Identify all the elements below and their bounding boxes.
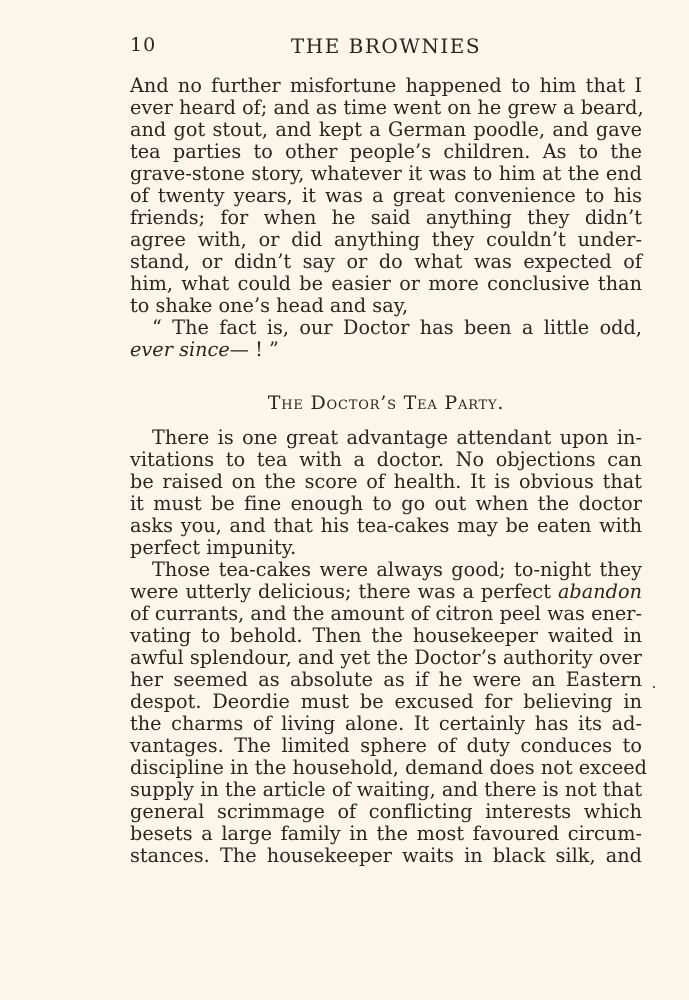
text-line: stand, or didn’t say or do what was expected of (130, 250, 642, 273)
text-line (130, 581, 642, 603)
page-header (130, 34, 642, 64)
text-line: be raised on the score of health. It is obvious that (130, 470, 642, 493)
text-line: Those tea-cakes were always good; to-night they (152, 558, 642, 581)
text-line: awful splendour, and yet the Doctor’s authority over (130, 646, 642, 669)
text-line: stances. The housekeeper waits in black silk, and (130, 844, 642, 867)
text-line: ever heard of; and as time went on he grew a beard, (130, 96, 644, 119)
text-line: besets a large family in the most favoured circum- (130, 822, 642, 845)
text-line: vitations to tea with a doctor. No objections can (130, 448, 642, 471)
text-line: discipline in the household, demand does not exceed (130, 756, 647, 779)
text-line: perfect impunity. (130, 536, 297, 559)
text-segment: were utterly delicious; there was a perfect (130, 580, 558, 603)
text-line: vating to behold. Then the housekeeper waited in (130, 624, 642, 647)
text-line: supply in the article of waiting, and there is not that (130, 778, 643, 801)
text-line: it must be fine enough to go out when the doctor (130, 492, 642, 515)
quote-line: “ The fact is, our Doctor has been a little odd, (152, 316, 642, 339)
text-line: tea parties to other people’s children. As to the (130, 140, 642, 163)
text-line: vantages. The limited sphere of duty conduces to (130, 734, 642, 757)
text-line: grave-stone story, whatever it was to him at the end (130, 162, 642, 185)
text-line: the charms of living alone. It certainly has its ad- (130, 712, 642, 735)
text-line: him, what could be easier or more conclusive than (130, 272, 642, 295)
page-number: 10 (130, 34, 157, 56)
text-line: and got stout, and kept a German poodle, and gave (130, 118, 642, 141)
text-line: of currants, and the amount of citron peel was ener- (130, 602, 643, 625)
text-block-bottom (130, 426, 647, 867)
section-title: The Doctor’s Tea Party. (267, 392, 505, 414)
text-line: despot. Deordie must be excused for believing in (130, 690, 642, 713)
quote-italic: ever since (130, 338, 230, 361)
text-line: friends; for when he said anything they didn’t (130, 206, 642, 229)
quote-tail: — ! ” (229, 338, 279, 361)
text-line: general scrimmage of conflicting interests which (130, 800, 642, 823)
text-line: And no further misfortune happened to him that I (130, 74, 642, 97)
margin-speck (653, 686, 655, 688)
italic-word: abandon (557, 580, 642, 603)
text-line: her seemed as absolute as if he were an Eastern (130, 668, 642, 691)
quote-line-end (130, 339, 642, 361)
text-line: of twenty years, it was a great convenience to his (130, 184, 642, 207)
running-head: THE BROWNIES (290, 34, 482, 58)
text-block-top (130, 75, 642, 361)
text-line: There is one great advantage attendant upon in- (152, 426, 642, 449)
text-line: asks you, and that his tea-cakes may be eaten with (130, 514, 642, 537)
text-line: agree with, or did anything they couldn’t under- (130, 228, 642, 251)
text-line: to shake one’s head and say, (130, 294, 409, 317)
